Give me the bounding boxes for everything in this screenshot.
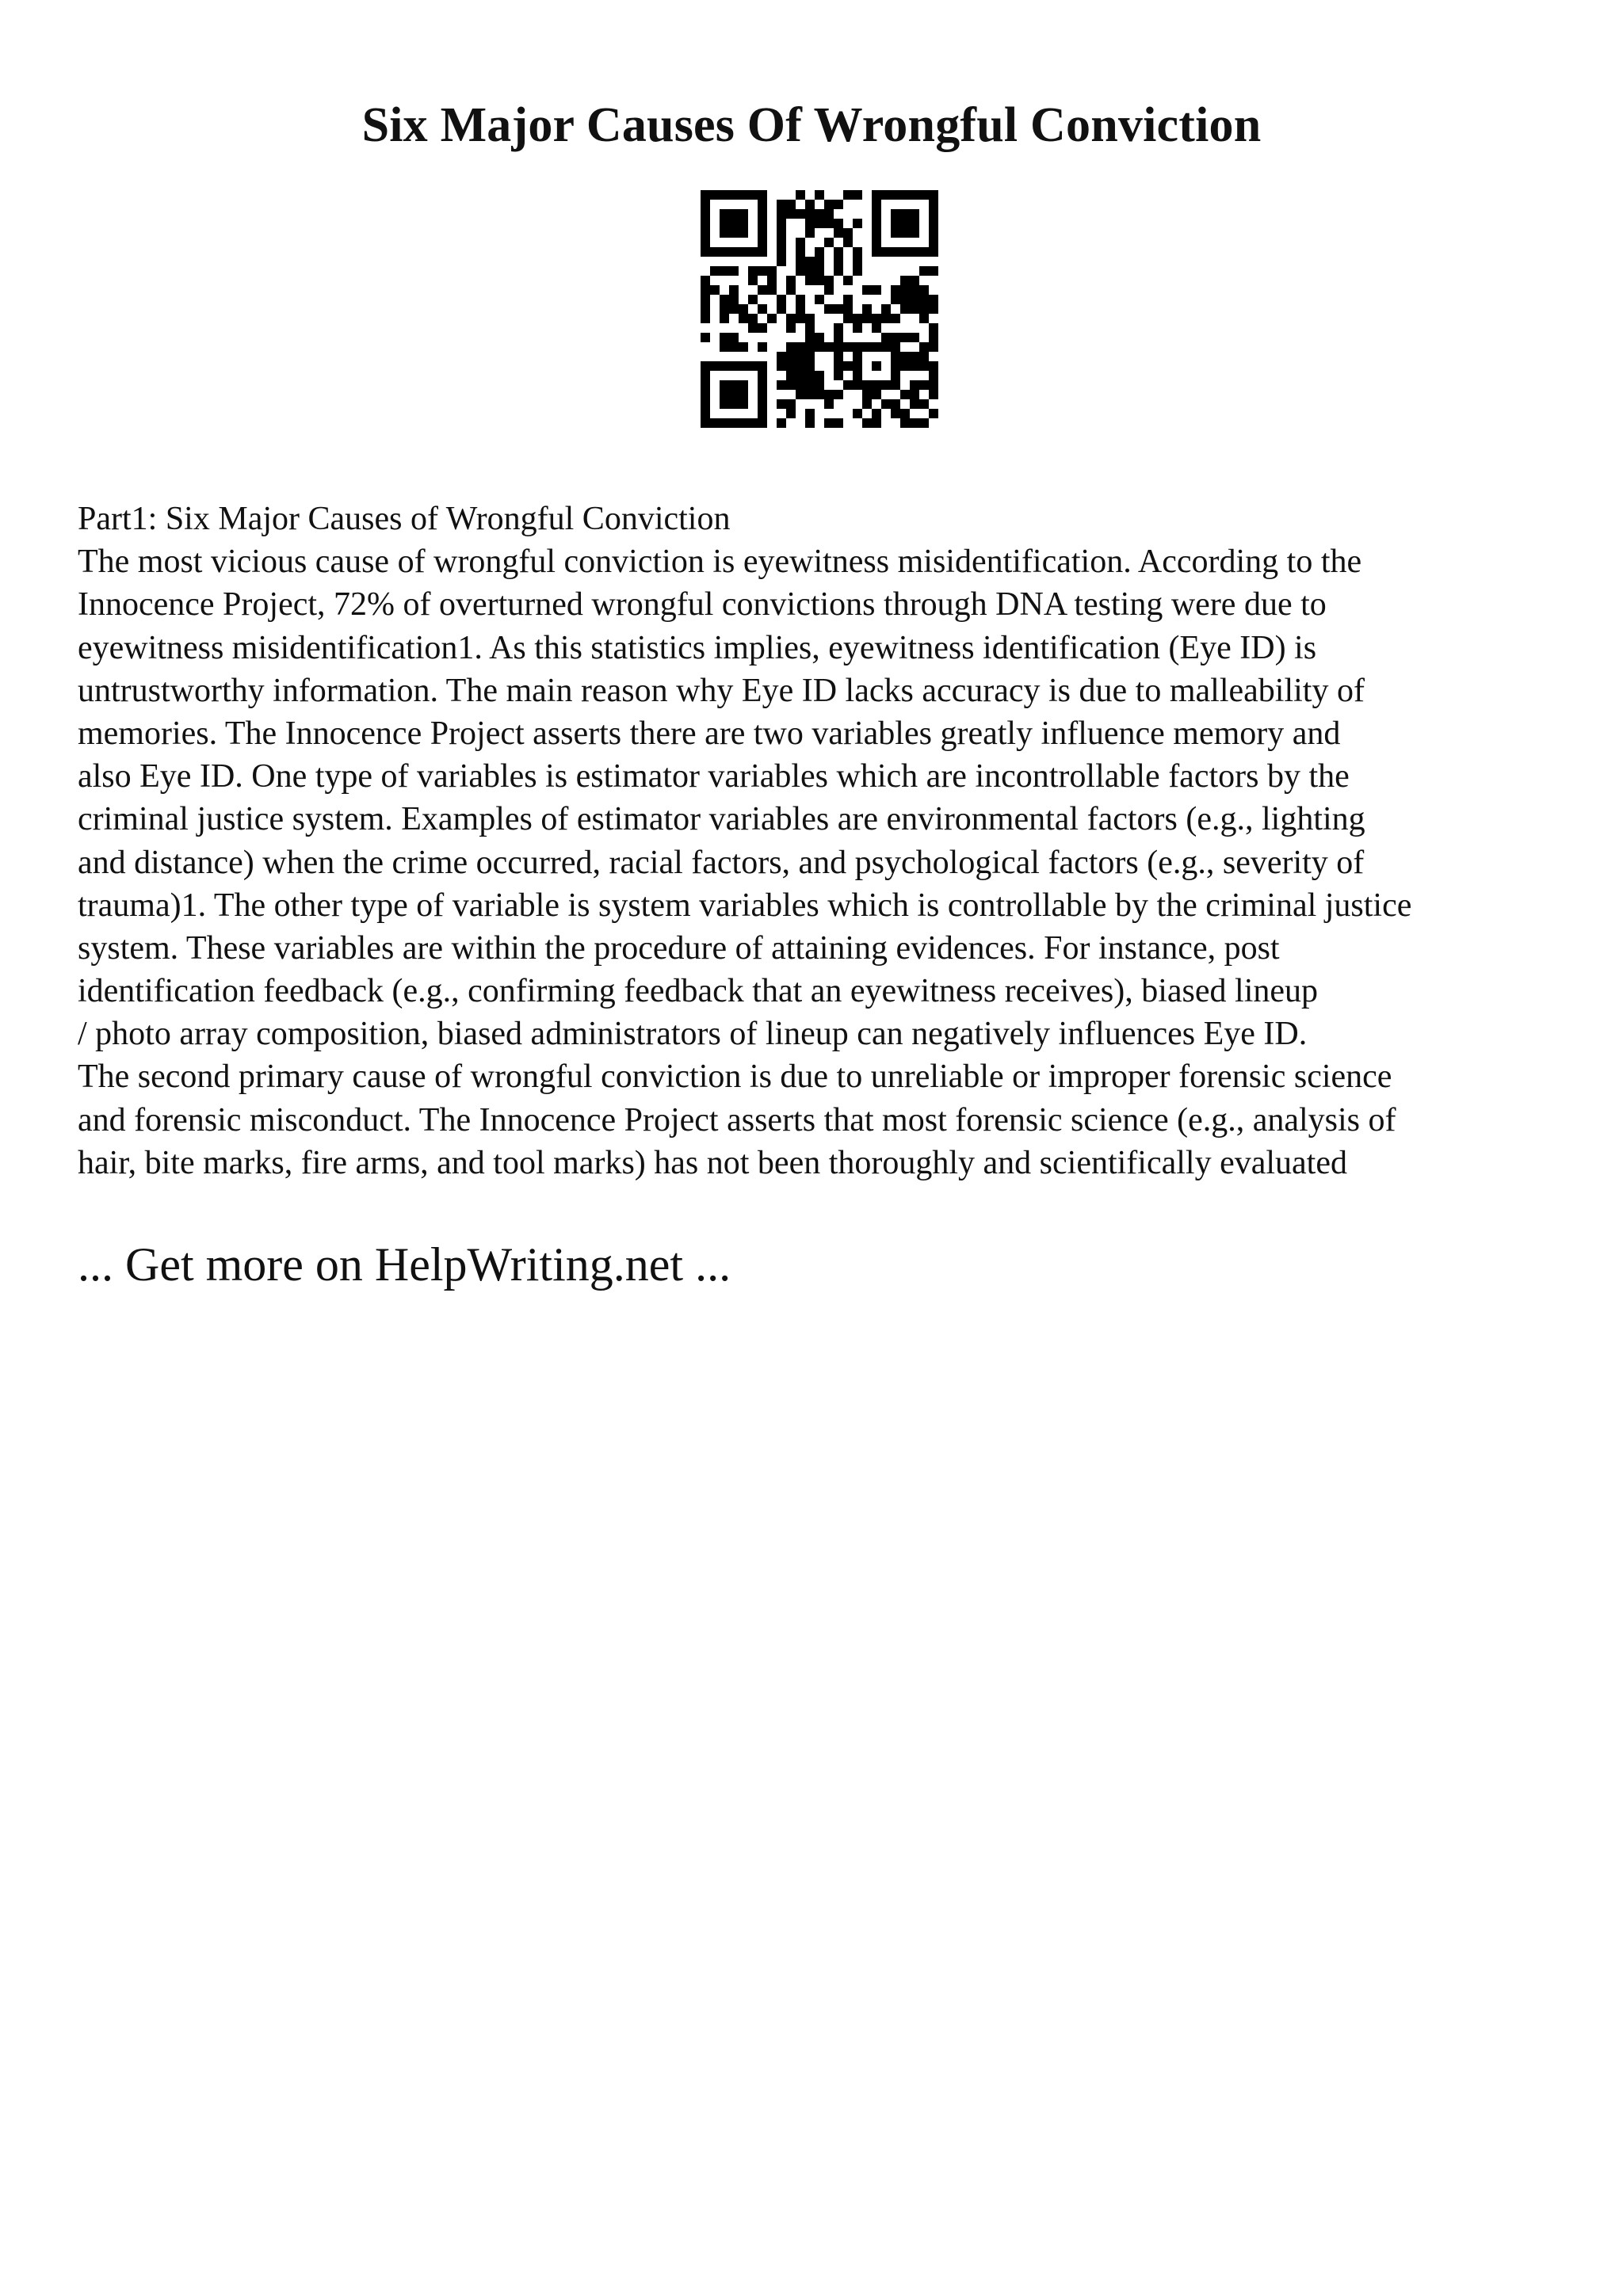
text-line: / photo array composition, biased administrators of lineup can negatively influences Eye ID. (78, 1016, 1308, 1053)
text-line: hair, bite marks, fire arms, and tool marks) has not been thoroughly and scientifically evaluated (78, 1144, 1347, 1181)
text-line: system. These variables are within the procedure of attaining evidences. For instance, post (78, 929, 1280, 967)
text-line: criminal justice system. Examples of estimator variables are environmental factors (e.g., lighting (78, 801, 1365, 838)
body-text (78, 498, 1568, 1184)
text-line: also Eye ID. One type of variables is estimator variables which are incontrollable factors by the (78, 758, 1350, 795)
get-more-link[interactable]: ... Get more on HelpWriting.net ... (78, 1238, 731, 1291)
text-line: Part1: Six Major Causes of Wrongful Conviction (78, 501, 731, 537)
text-line: eyewitness misidentification1. As this statistics implies, eyewitness identification (Eye ID) is (78, 629, 1317, 666)
text-line: Innocence Project, 72% of overturned wrongful convictions through DNA testing were due to (78, 586, 1327, 624)
text-line: memories. The Innocence Project asserts there are two variables greatly influence memory and (78, 715, 1341, 752)
page-title: Six Major Causes Of Wrongful Conviction (361, 98, 1262, 152)
text-line: and distance) when the crime occurred, racial factors, and psychological factors (e.g., severity of (78, 844, 1365, 881)
text-line: The second primary cause of wrongful conviction is due to unreliable or improper forensic science (78, 1058, 1392, 1096)
text-line: The most vicious cause of wrongful conviction is eyewitness misidentification. According to the (78, 543, 1362, 581)
text-line: and forensic misconduct. The Innocence Project asserts that most forensic science (e.g., analysis of (78, 1101, 1396, 1138)
qr-code-icon (701, 190, 938, 428)
text-line: identification feedback (e.g., confirming feedback that an eyewitness receives), biased lineup (78, 973, 1319, 1010)
qr-code-graphic (701, 190, 938, 428)
text-line: trauma)1. The other type of variable is system variables which is controllable by the criminal justice (78, 887, 1412, 924)
text-line: untrustworthy information. The main reason why Eye ID lacks accuracy is due to malleability of (78, 672, 1365, 709)
